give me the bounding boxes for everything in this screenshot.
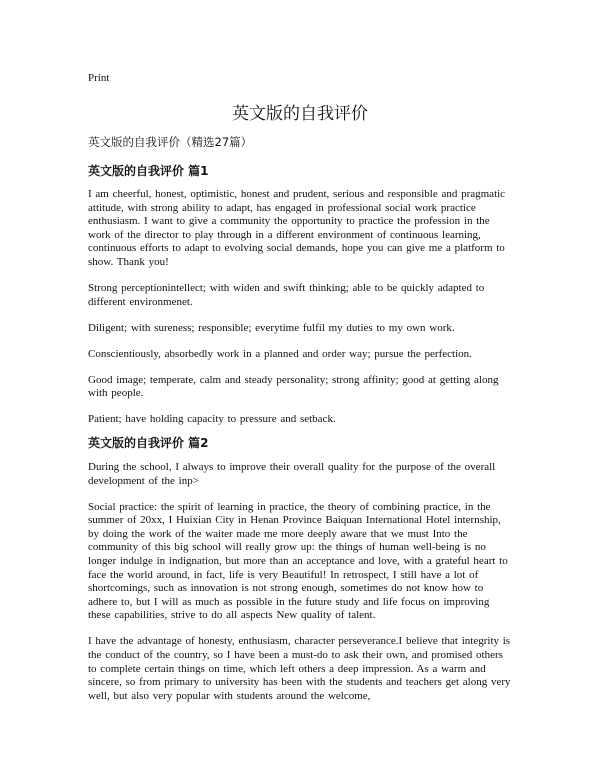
section-2-paragraph: I have the advantage of honesty, enthusiasm, character perseverance.I believe that integrity is the conduct of the country, so I have been a must-do to ask their own, and promised others to complete certain things on time, which left others a deep impression. As a warm and sincere, so from primary to university has been with the students and teachers get along very well, but also very popular with students around the welcome, — [88, 635, 511, 702]
print-label[interactable]: Print — [88, 72, 110, 84]
section-2-paragraph: During the school, I always to improve their overall quality for the purpose of the overall development of the inp> — [88, 461, 496, 487]
section-2-paragraph: Social practice: the spirit of learning in practice, the theory of combining practice, in the summer of 20xx, I Huixian City in Henan Province Baiquan International Hotel internship, by doing the work of the waiter made me more deeply aware that we must Into the community of this big school will really grow up: the things of human well-being is no longer indulge in indignation, but more than an acceptance and love, with a grateful heart to face the world around, in fact, life is very Beautiful! In retrospect, I still have a lot of shortcomings, such as innovation is not strong enough, sometimes do not know how to adhere to, but I will as much as possible in the future study and life focus on improving these capabilities, strive to do all aspects New quality of talent. — [88, 500, 508, 622]
section-2-heading: 英文版的自我评价 篇2 — [88, 436, 209, 450]
section-1-body — [88, 188, 512, 439]
section-1-paragraph: Conscientiously, absorbedly work in a planned and order way; pursue the perfection. — [88, 347, 472, 360]
page-title: 英文版的自我评价 — [232, 104, 368, 124]
section-1-paragraph: Strong perceptionintellect; with widen and swift thinking; able to be quickly adapted to different environmenet. — [88, 281, 485, 308]
document-subtitle: 英文版的自我评价（精选27篇） — [88, 135, 253, 149]
section-2-body — [88, 461, 512, 716]
section-1-heading: 英文版的自我评价 篇1 — [88, 164, 209, 178]
section-1-paragraph: Patient; have holding capacity to pressure and setback. — [88, 413, 336, 426]
section-1-paragraph: Good image; temperate, calm and steady personality; strong affinity; good at getting along with people. — [88, 373, 499, 400]
section-1-paragraph: I am cheerful, honest, optimistic, honest and prudent, serious and responsible and pragmatic attitude, with strong ability to adapt, has engaged in professional social work practice enthusiasm. I want to give a community the opportunity to practice the profession in the work of the director to play through in a different environment of continuous learning, continuous efforts to adapt to evolving social demands, hope you can give me a platform to show. Thank you! — [88, 188, 506, 268]
section-1-paragraph: Diligent; with sureness; responsible; everytime fulfil my duties to my own work. — [88, 321, 455, 334]
